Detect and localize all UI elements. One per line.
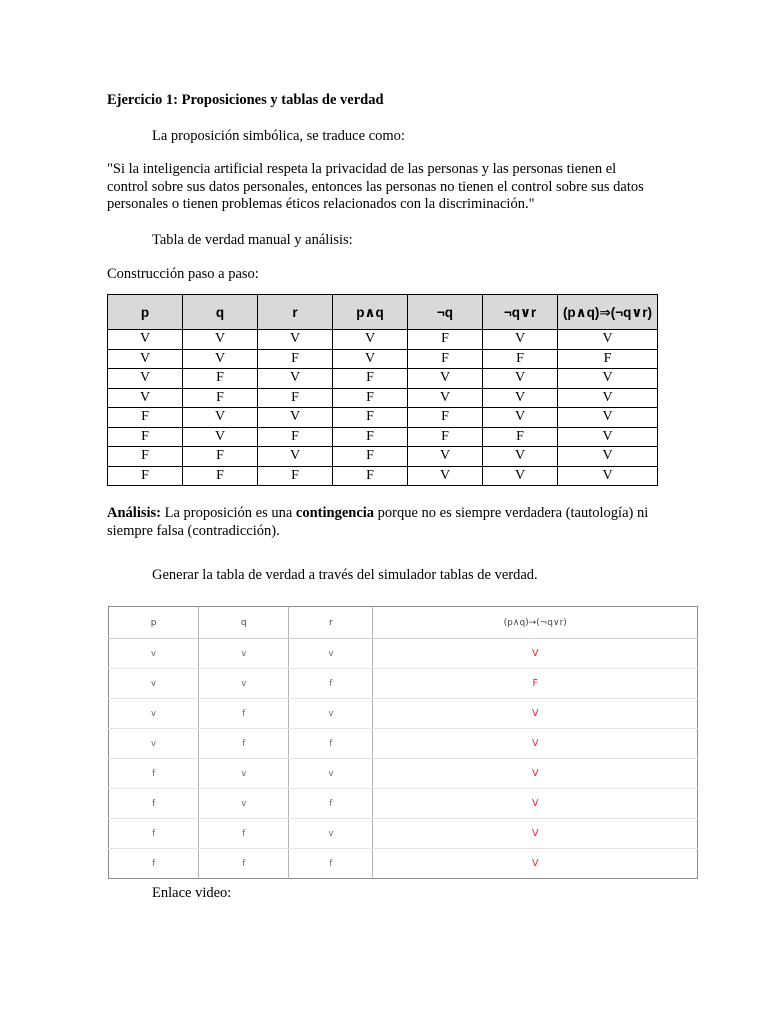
bullet-manual-table — [130, 232, 353, 249]
table-cell: F — [408, 427, 483, 447]
column-header: p — [108, 295, 183, 330]
table-header-row — [109, 607, 698, 639]
table-cell: F — [333, 447, 408, 467]
table-cell: F — [258, 388, 333, 408]
analysis-paragraph — [107, 505, 667, 540]
table-cell: F — [108, 466, 183, 486]
table-row — [109, 849, 698, 879]
table-cell: f — [109, 819, 199, 849]
table-row — [109, 759, 698, 789]
column-header: ¬q — [408, 295, 483, 330]
table-cell: f — [289, 669, 373, 699]
table-cell: V — [183, 349, 258, 369]
table-cell: V — [483, 466, 558, 486]
bullet-translation — [130, 128, 405, 145]
table-row — [109, 639, 698, 669]
column-header: p — [109, 607, 199, 639]
table-cell: V — [558, 466, 658, 486]
table-cell: F — [183, 388, 258, 408]
table-cell: V — [483, 408, 558, 428]
column-header: p∧q — [333, 295, 408, 330]
table-cell: F — [333, 466, 408, 486]
table-cell: F — [108, 447, 183, 467]
table-cell: F — [108, 408, 183, 428]
table-cell: V — [373, 819, 698, 849]
table-cell: V — [183, 408, 258, 428]
analysis-text: La proposición es una — [161, 505, 296, 521]
table-cell: V — [558, 369, 658, 389]
table-cell: v — [289, 819, 373, 849]
table-row — [108, 408, 658, 428]
column-header: ¬q∨r — [483, 295, 558, 330]
column-header: q — [183, 295, 258, 330]
table-cell: V — [258, 369, 333, 389]
table-cell: V — [183, 330, 258, 350]
table-cell: F — [408, 330, 483, 350]
column-header: (p∧q)→(¬q∨r) — [373, 607, 698, 639]
table-row — [108, 330, 658, 350]
bullet-simulator — [130, 567, 538, 584]
table-cell: v — [199, 669, 289, 699]
table-cell: V — [558, 427, 658, 447]
table-cell: V — [373, 729, 698, 759]
bullet-text: Tabla de verdad manual y análisis: — [152, 232, 353, 248]
table-cell: v — [199, 789, 289, 819]
table-cell: V — [558, 388, 658, 408]
table-cell: V — [531, 858, 539, 869]
table-cell: F — [258, 427, 333, 447]
table-cell: V — [483, 388, 558, 408]
construction-label: Construcción paso a paso: — [107, 266, 259, 282]
table-row — [109, 699, 698, 729]
table-cell: v — [289, 699, 373, 729]
bullet-text: Generar la tabla de verdad a través del simulador tablas de verdad. — [152, 567, 538, 583]
table-cell: f — [109, 849, 199, 879]
table-cell: F — [108, 427, 183, 447]
table-row — [108, 447, 658, 467]
table-cell: V — [373, 639, 698, 669]
table-cell: f — [109, 789, 199, 819]
table-cell: V — [558, 408, 658, 428]
table-cell: V — [558, 330, 658, 350]
table-cell: v — [109, 639, 199, 669]
table-cell: F — [258, 349, 333, 369]
table-cell: V — [258, 408, 333, 428]
exercise-heading: Ejercicio 1: Proposiciones y tablas de verdad — [107, 92, 384, 108]
table-cell: f — [109, 759, 199, 789]
column-header: r — [289, 607, 373, 639]
table-row — [109, 819, 698, 849]
table-cell: V — [373, 789, 698, 819]
table-cell: F — [183, 447, 258, 467]
table-cell: f — [289, 789, 373, 819]
table-cell: v — [199, 759, 289, 789]
table-cell: f — [199, 819, 289, 849]
table-cell: F — [333, 369, 408, 389]
translated-proposition: "Si la inteligencia artificial respeta la privacidad de las personas y las personas tienen el control sobre sus datos personales, entonces las personas no tienen el control sobre sus datos personales o tienen problemas éticos relacionados con la discriminación." — [107, 161, 644, 212]
table-row — [108, 388, 658, 408]
table-row — [109, 729, 698, 759]
table-cell: V — [483, 330, 558, 350]
bullet-text: La proposición simbólica, se traduce como: — [152, 128, 405, 144]
manual-truth-table — [107, 294, 658, 486]
table-cell: F — [408, 349, 483, 369]
table-cell: f — [199, 699, 289, 729]
table-cell: F — [483, 349, 558, 369]
bullet-video-link — [130, 885, 231, 902]
table-cell: F — [183, 369, 258, 389]
table-cell: V — [258, 330, 333, 350]
bullet-text: Enlace video: — [152, 885, 232, 901]
table-cell: V — [108, 349, 183, 369]
table-cell: V — [408, 388, 483, 408]
table-cell: f — [199, 849, 289, 879]
column-header: q — [199, 607, 289, 639]
table-cell: v — [289, 639, 373, 669]
table-row — [109, 669, 698, 699]
table-cell: V — [108, 369, 183, 389]
table-row — [108, 349, 658, 369]
table-cell: f — [199, 729, 289, 759]
table-cell: F — [373, 669, 698, 699]
table-cell: f — [289, 729, 373, 759]
table-cell: V — [408, 369, 483, 389]
table-cell: V — [373, 759, 698, 789]
table-cell: F — [558, 349, 658, 369]
table-cell: V — [408, 466, 483, 486]
table-cell: V — [483, 447, 558, 467]
table-cell: F — [333, 427, 408, 447]
table-cell: v — [289, 759, 373, 789]
table-cell: V — [108, 388, 183, 408]
table-row — [108, 427, 658, 447]
table-row — [108, 369, 658, 389]
table-cell: v — [109, 729, 199, 759]
table-cell: v — [109, 699, 199, 729]
table-row — [109, 789, 698, 819]
simulator-truth-table — [108, 606, 698, 879]
table-cell: F — [258, 466, 333, 486]
table-cell: V — [333, 349, 408, 369]
table-cell: v — [109, 669, 199, 699]
table-cell: V — [183, 427, 258, 447]
table-cell: V — [483, 369, 558, 389]
table-cell: V — [333, 330, 408, 350]
table-cell: F — [408, 408, 483, 428]
table-cell: V — [258, 447, 333, 467]
table-cell: v — [199, 639, 289, 669]
analysis-bold-word: contingencia — [295, 505, 375, 521]
table-row — [108, 466, 658, 486]
analysis-text-end: porque no es siempre verdadera (tautología) ni siempre falsa (contradicción). — [107, 505, 649, 539]
table-cell: V — [373, 699, 698, 729]
table-cell: f — [289, 849, 373, 879]
table-cell: V — [108, 330, 183, 350]
table-cell: F — [183, 466, 258, 486]
column-header: (p∧q)⇒(¬q∨r) — [558, 295, 658, 330]
table-cell: F — [333, 408, 408, 428]
column-header: r — [258, 295, 333, 330]
analysis-label: Análisis: — [107, 505, 161, 521]
table-cell: F — [333, 388, 408, 408]
table-header-row — [108, 295, 658, 330]
table-cell: F — [483, 427, 558, 447]
table-cell: V — [558, 447, 658, 467]
table-cell: V — [408, 447, 483, 467]
